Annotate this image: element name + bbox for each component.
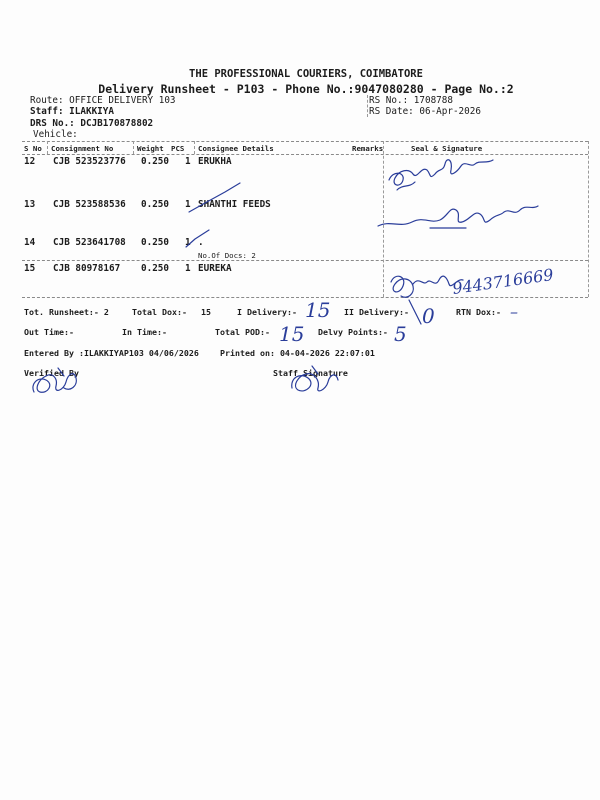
weight-cell: 0.250 [141, 263, 169, 274]
weight-cell: 0.250 [141, 237, 169, 248]
company-title: THE PROFESSIONAL COURIERS, COIMBATORE [189, 68, 423, 80]
sno-cell: 14 [24, 237, 36, 248]
consignment-cell: CJB 523641708 [53, 237, 126, 248]
col-header-sno: S No [24, 144, 42, 153]
pcs-cell: 1 [185, 156, 191, 167]
rtn-dox-handwritten: – [510, 302, 518, 321]
table-row [0, 237, 600, 251]
col-divider [47, 141, 48, 154]
tick-mark [185, 178, 245, 218]
slash-mark [405, 296, 427, 328]
staff-signature-label: Staff Signature [273, 368, 348, 378]
rs-number: RS No.: 1708788 [369, 95, 453, 106]
total-dox-label: Total Dox:- [132, 307, 187, 317]
consignee-cell: . [198, 237, 204, 248]
tick-mark [183, 227, 213, 251]
pcs-cell: 1 [185, 263, 191, 274]
sno-cell: 12 [24, 156, 36, 167]
total-pod-label: Total POD:- [215, 327, 270, 337]
col-header-pcs: PCS [171, 144, 185, 153]
weight-cell: 0.250 [141, 156, 169, 167]
printed-on: Printed on: 04-04-2026 22:07:01 [220, 348, 375, 358]
pcs-cell: 1 [185, 237, 191, 248]
total-runsheet: Tot. Runsheet:- 2 [24, 307, 109, 317]
sno-cell: 13 [24, 199, 36, 210]
table-row [0, 156, 600, 170]
signature-row-12 [383, 150, 503, 195]
delvy-points-label: Delvy Points:- [318, 327, 388, 337]
verifier-signature [24, 362, 84, 398]
vehicle-label: Vehicle: [33, 129, 78, 140]
ii-delivery-handwritten: 0 [422, 304, 435, 328]
total-dox-value: 15 [201, 307, 211, 317]
staff-signature [284, 362, 344, 398]
in-time-label: In Time:- [122, 327, 167, 337]
staff-label: Staff: ILAKKIYA [30, 106, 114, 117]
rtn-dox-label: RTN Dox:- [456, 307, 501, 317]
weight-cell: 0.250 [141, 199, 169, 210]
col-divider [133, 141, 134, 154]
i-delivery-label: I Delivery:- [237, 307, 297, 317]
row-rule [22, 260, 588, 261]
consignment-cell: CJB 523588536 [53, 199, 126, 210]
rs-date: RS Date: 06-Apr-2026 [369, 106, 481, 117]
signature-row-13 [370, 198, 550, 238]
col-divider [194, 141, 195, 154]
col-header-consignee: Consignee Details [198, 144, 274, 153]
i-delivery-handwritten: 15 [305, 298, 331, 322]
table-top-rule [22, 141, 588, 142]
col-header-consignment: Consignment No [51, 144, 114, 153]
consignee-cell: SHANTHI FEEDS [198, 199, 271, 210]
delvy-points-handwritten: 5 [394, 322, 407, 346]
total-pod-handwritten: 15 [279, 322, 305, 346]
drs-number: DRS No.: DCJB170878802 [30, 118, 154, 129]
header-divider [367, 95, 368, 117]
sno-cell: 15 [24, 263, 36, 274]
docs-note: No.Of Docs: 2 [198, 251, 256, 260]
consignment-cell: CJB 80978167 [53, 263, 121, 274]
col-header-remarks: Remarks [352, 144, 384, 153]
runsheet-subtitle: Delivery Runsheet - P103 - Phone No.:9047080280 - Page No.:2 [98, 82, 514, 96]
verified-by-label: Verified By [24, 368, 79, 378]
entered-by: Entered By :ILAKKIYAP103 04/06/2026 [24, 348, 199, 358]
col-header-seal-signature: Seal & Signature [411, 144, 483, 153]
ii-delivery-label: II Delivery:- [344, 307, 409, 317]
route-label: Route: OFFICE DELIVERY 103 [30, 95, 176, 106]
consignee-cell: EUREKA [198, 263, 232, 274]
handwritten-phone-note: 9443716669 [451, 265, 555, 298]
table-header-rule [22, 154, 588, 155]
pcs-cell: 1 [185, 199, 191, 210]
out-time-label: Out Time:- [24, 327, 74, 337]
consignee-cell: ERUKHA [198, 156, 232, 167]
consignment-cell: CJB 523523776 [53, 156, 126, 167]
col-header-weight: Weight [137, 144, 164, 153]
